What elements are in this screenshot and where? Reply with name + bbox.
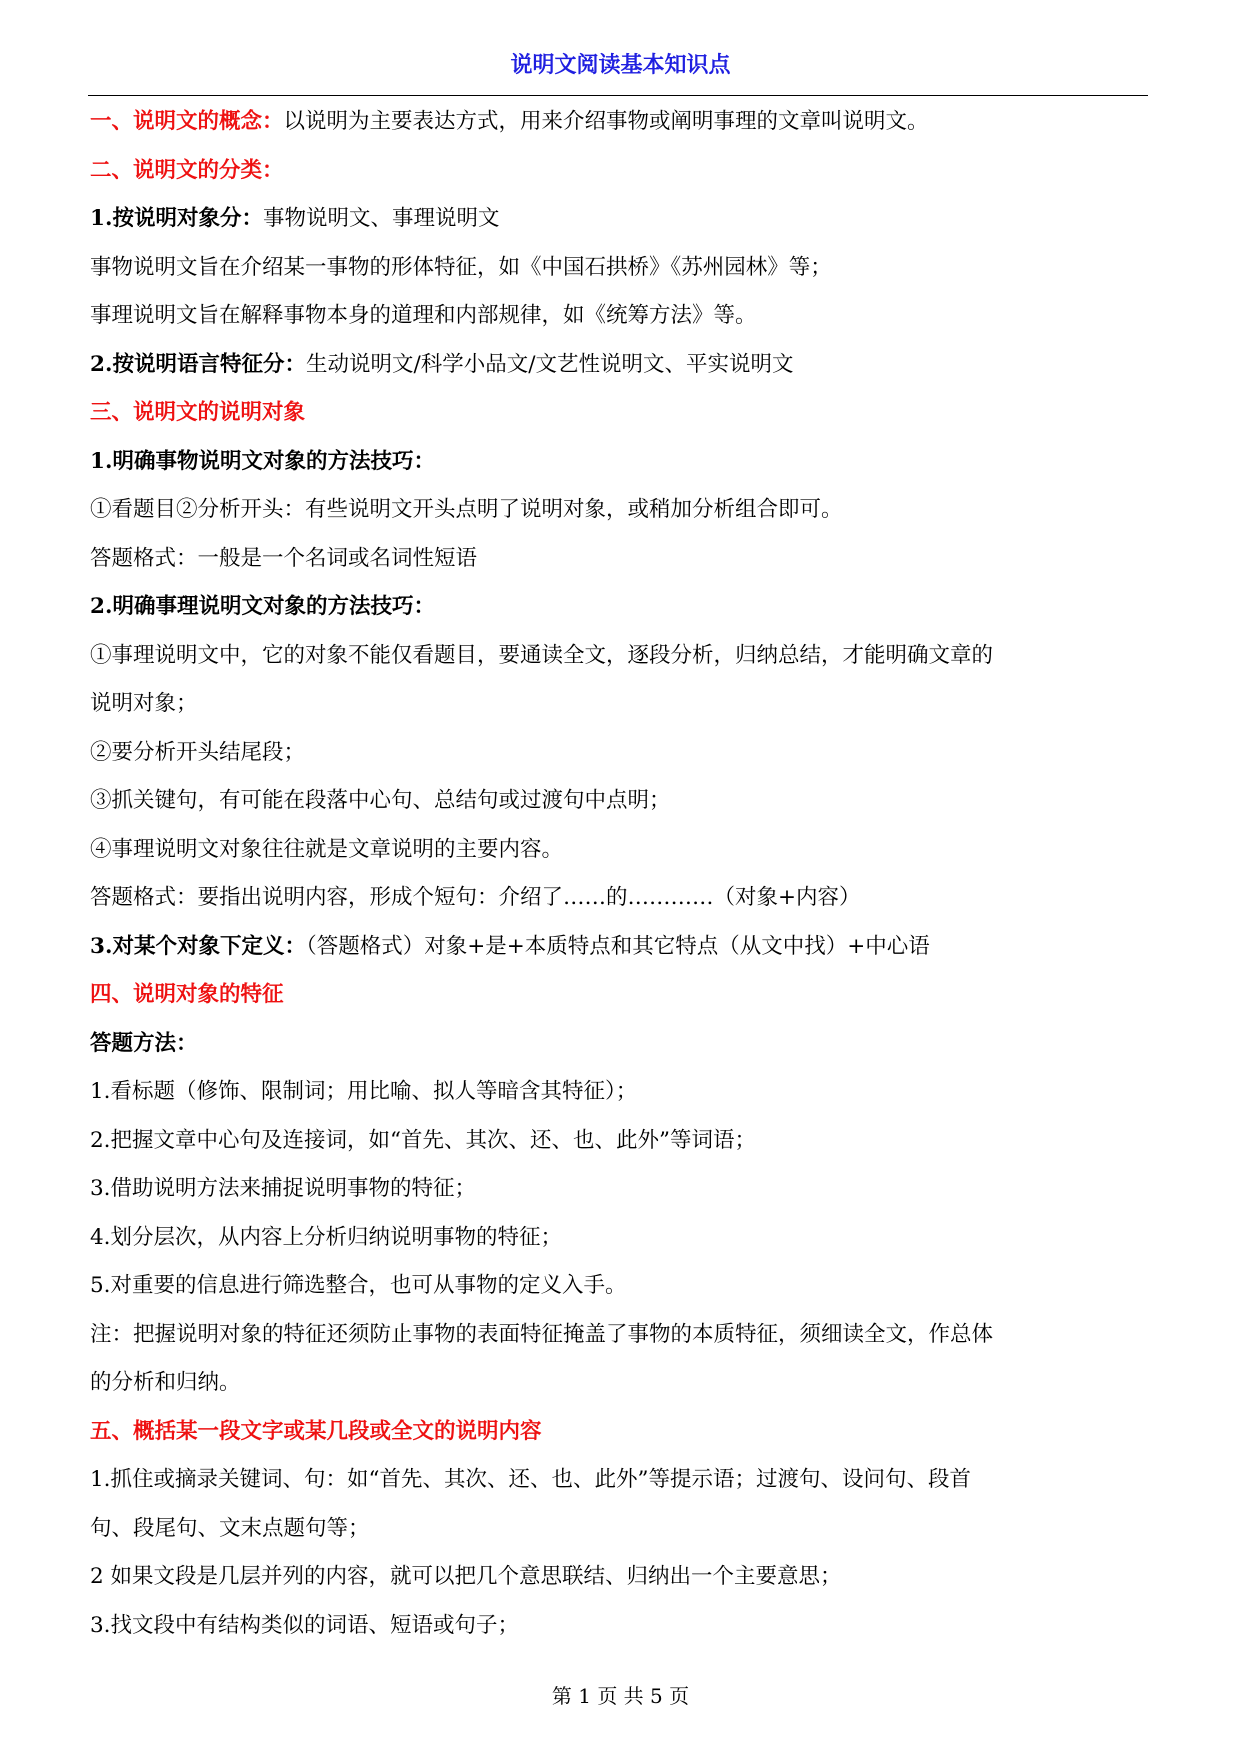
- section-heading: 四、说明对象的特征: [90, 982, 284, 1007]
- text-line: [90, 1456, 1165, 1505]
- text-line: [90, 486, 1165, 535]
- text-line: [90, 535, 1165, 584]
- text-line: [90, 1020, 1165, 1069]
- body-text: 说明对象；: [90, 691, 198, 716]
- body-text: ③抓关键句，有可能在段落中心句、总结句或过渡句中点明；: [90, 788, 671, 813]
- section-heading: 五、概括某一段文字或某几段或全文的说明内容: [90, 1418, 542, 1444]
- body-text: ①看题目②分析开头：有些说明文开头点明了说明对象，或稍加分析组合即可。: [90, 497, 843, 522]
- body-text: 事理说明文旨在解释事物本身的道理和内部规律，如《统筹方法》等。: [90, 303, 757, 328]
- body-text: （答题格式）对象+是+本质特点和其它特点（从文中找）+中心语: [305, 933, 930, 959]
- subsection-label: 2.按说明语言特征分：: [90, 351, 306, 377]
- body-text: 答题格式：一般是一个名词或名词性短语: [90, 545, 478, 571]
- body-text: 答题格式：要指出说明内容，形成个短句：介绍了……的…………（对象+内容）: [90, 885, 861, 910]
- text-line: [90, 729, 1165, 778]
- body-text: 1.看标题（修饰、限制词；用比喻、拟人等暗含其特征）；: [90, 1079, 638, 1104]
- text-line: [90, 923, 1165, 972]
- body-text: 以说明为主要表达方式，用来介绍事物或阐明事理的文章叫说明文。: [283, 109, 929, 134]
- body-text: 3.借助说明方法来捕捉说明事物的特征；: [90, 1176, 477, 1201]
- subsection-label: 1.按说明对象分：: [90, 206, 263, 231]
- text-line: [90, 1311, 1165, 1360]
- body-text: ①事理说明文中，它的对象不能仅看题目，要通读全文，逐段分析，归纳总结，才能明确文章的: [90, 642, 994, 668]
- text-line: [90, 98, 1165, 147]
- text-line: [90, 777, 1165, 826]
- text-line: [90, 1408, 1165, 1457]
- text-line: [90, 1359, 1165, 1408]
- header-rule: [88, 95, 1148, 96]
- page-footer: 第 1 页 共 5 页: [551, 1684, 690, 1708]
- text-line: [90, 147, 1165, 196]
- text-line: [90, 1068, 1165, 1117]
- text-line: [90, 583, 1165, 632]
- body-text: 事物说明文旨在介绍某一事物的形体特征，如《中国石拱桥》《苏州园林》等；: [90, 254, 832, 280]
- text-line: [90, 680, 1165, 729]
- body-text: 生动说明文/科学小品文/文艺性说明文、平实说明文: [305, 351, 794, 377]
- body-text: 事物说明文、事理说明文: [262, 206, 500, 231]
- text-line: [90, 1214, 1165, 1263]
- section-heading: 三、说明文的说明对象: [90, 400, 306, 425]
- section-heading: 一、说明文的概念：: [90, 109, 284, 134]
- text-line: [90, 1602, 1165, 1651]
- text-line: [90, 1117, 1165, 1166]
- text-line: [90, 632, 1165, 681]
- text-line: [90, 292, 1165, 341]
- text-line: [90, 1165, 1165, 1214]
- subsection-label: 3.对某个对象下定义：: [90, 933, 306, 959]
- subsection-label: 1.明确事物说明文对象的方法技巧：: [90, 448, 435, 474]
- body-text: 3.找文段中有结构类似的词语、短语或句子；: [90, 1612, 520, 1638]
- body-text: 注：把握说明对象的特征还须防止事物的表面特征掩盖了事物的本质特征，须细读全文，作总体: [90, 1321, 994, 1347]
- text-line: [90, 874, 1165, 923]
- body-text: 2.把握文章中心句及连接词，如“首先、其次、还、也、此外”等词语；: [90, 1127, 756, 1153]
- document-body: [90, 98, 1165, 1650]
- body-text: 2 如果文段是几层并列的内容，就可以把几个意思联结、归纳出一个主要意思；: [90, 1564, 842, 1589]
- body-text: 的分析和归纳。: [90, 1370, 241, 1395]
- text-line: [90, 438, 1165, 487]
- text-line: [90, 1262, 1165, 1311]
- text-line: [90, 1553, 1165, 1602]
- text-line: [90, 341, 1165, 390]
- section-heading: 二、说明文的分类：: [90, 157, 284, 183]
- text-line: [90, 1505, 1165, 1554]
- body-text: ②要分析开头结尾段；: [90, 739, 306, 765]
- subsection-label: 答题方法：: [90, 1030, 198, 1056]
- body-text: ④事理说明文对象往往就是文章说明的主要内容。: [90, 836, 564, 862]
- body-text: 5.对重要的信息进行筛选整合，也可从事物的定义入手。: [90, 1273, 627, 1298]
- page-title: 说明文阅读基本知识点: [510, 53, 731, 78]
- text-line: [90, 971, 1165, 1020]
- subsection-label: 2.明确事理说明文对象的方法技巧：: [90, 594, 435, 619]
- text-line: [90, 244, 1165, 293]
- body-text: 4.划分层次，从内容上分析归纳说明事物的特征；: [90, 1224, 563, 1250]
- text-line: [90, 389, 1165, 438]
- text-line: [90, 826, 1165, 875]
- text-line: [90, 195, 1165, 244]
- body-text: 1.抓住或摘录关键词、句：如“首先、其次、还、也、此外”等提示语；过渡句、设问句、段首: [90, 1467, 972, 1492]
- body-text: 句、段尾句、文末点题句等；: [90, 1515, 370, 1541]
